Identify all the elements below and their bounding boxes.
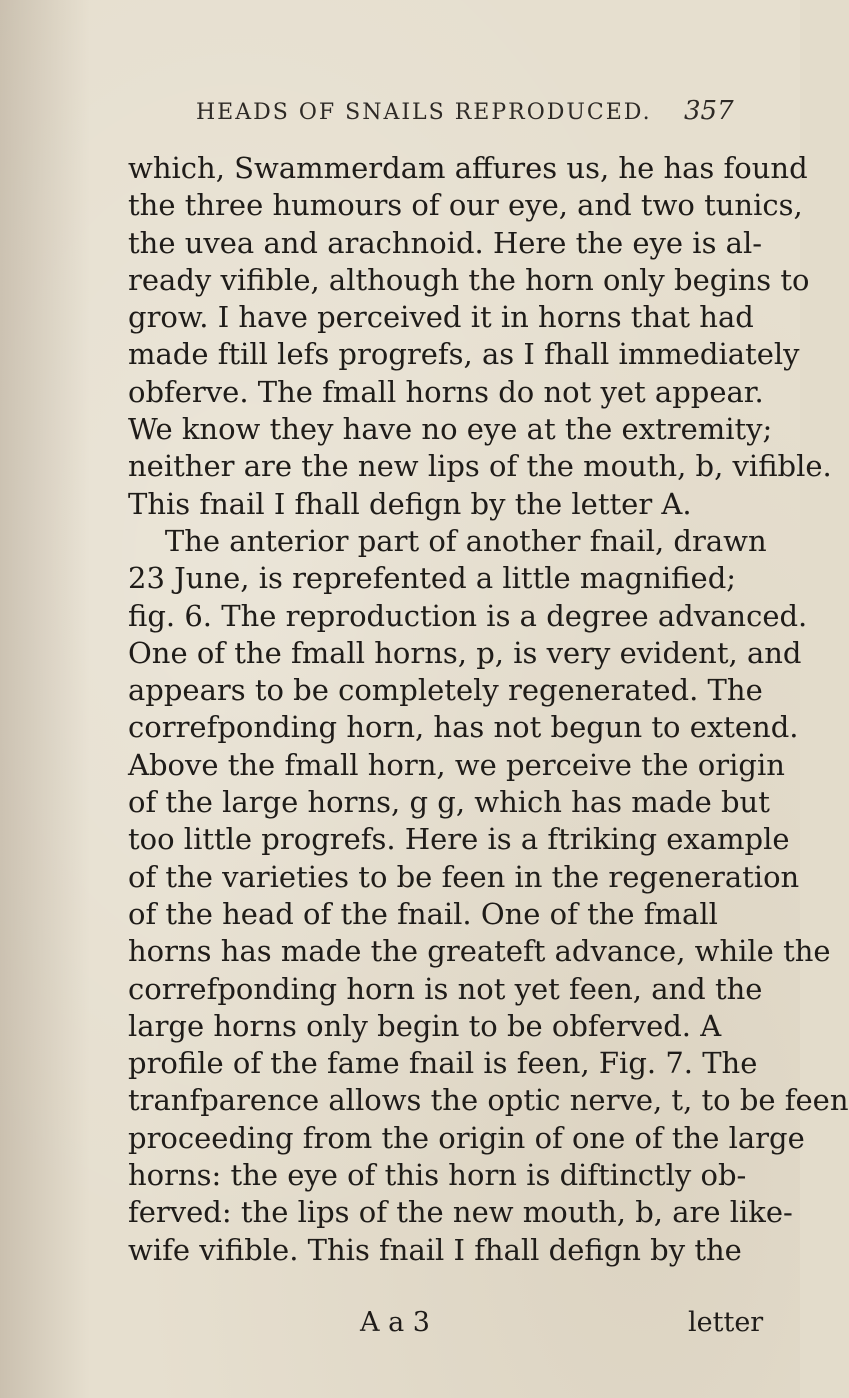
text-line: obferve. The fmall horns do not yet appear. [128, 374, 764, 409]
text-line: of the head of the fnail. One of the fmall [128, 896, 718, 931]
text-line: 23 June, is reprefented a little magnified; [128, 561, 737, 596]
text-line: This fnail I fhall defign by the letter A. [128, 486, 692, 521]
text-line: which, Swammerdam affures us, he has found [128, 151, 808, 185]
running-head: HEADS OF SNAILS REPRODUCED. [196, 100, 652, 125]
text-line: appears to be completely regenerated. The [128, 673, 763, 708]
text-line: the three humours of our eye, and two tunics, [128, 188, 803, 223]
page-gutter-shadow [0, 0, 90, 1398]
text-line: horns: the eye of this horn is diftinctly ob- [128, 1158, 747, 1193]
text-line: made ftill lefs progrefs, as I fhall immediately [128, 337, 800, 372]
text-line: Above the fmall horn, we perceive the origin [128, 747, 785, 782]
page-header [0, 96, 800, 136]
text-line: grow. I have perceived it in horns that had [128, 300, 754, 335]
text-line: large horns only begin to be obferved. A [128, 1008, 722, 1043]
body-text [128, 150, 849, 1269]
text-line: correfponding horn, has not begun to extend. [128, 710, 799, 745]
text-line: ready vifible, although the horn only begins to [128, 262, 810, 297]
page-number: 357 [684, 96, 734, 126]
text-line: too little progrefs. Here is a ftriking example [128, 822, 790, 857]
text-line: horns has made the greateft advance, while the [128, 934, 831, 969]
text-line: of the varieties to be feen in the regeneration [128, 859, 800, 894]
text-line: neither are the new lips of the mouth, b, vifible. [128, 449, 832, 484]
text-line: profile of the fame fnail is feen, Fig. 7. The [128, 1046, 758, 1081]
text-line: The anterior part of another fnail, drawn [128, 523, 767, 558]
text-line: ferved: the lips of the new mouth, b, are like- [128, 1195, 793, 1230]
text-line: wife vifible. This fnail I fhall defign by the [128, 1232, 742, 1267]
text-line: correfponding horn is not yet feen, and the [128, 971, 763, 1006]
text-line: One of the fmall horns, p, is very evident, and [128, 635, 802, 670]
text-line: the uvea and arachnoid. Here the eye is al- [128, 225, 763, 260]
page-footer [0, 1307, 800, 1347]
text-line: tranfparence allows the optic nerve, t, to be feen [128, 1083, 849, 1118]
signature-mark: A a 3 [360, 1307, 430, 1338]
text-line: fig. 6. The reproduction is a degree advanced. [128, 598, 808, 633]
catchword: letter [688, 1307, 764, 1338]
text-line: of the large horns, g g, which has made but [128, 785, 770, 820]
text-line: proceeding from the origin of one of the large [128, 1120, 805, 1155]
text-line: We know they have no eye at the extremity; [128, 412, 773, 447]
